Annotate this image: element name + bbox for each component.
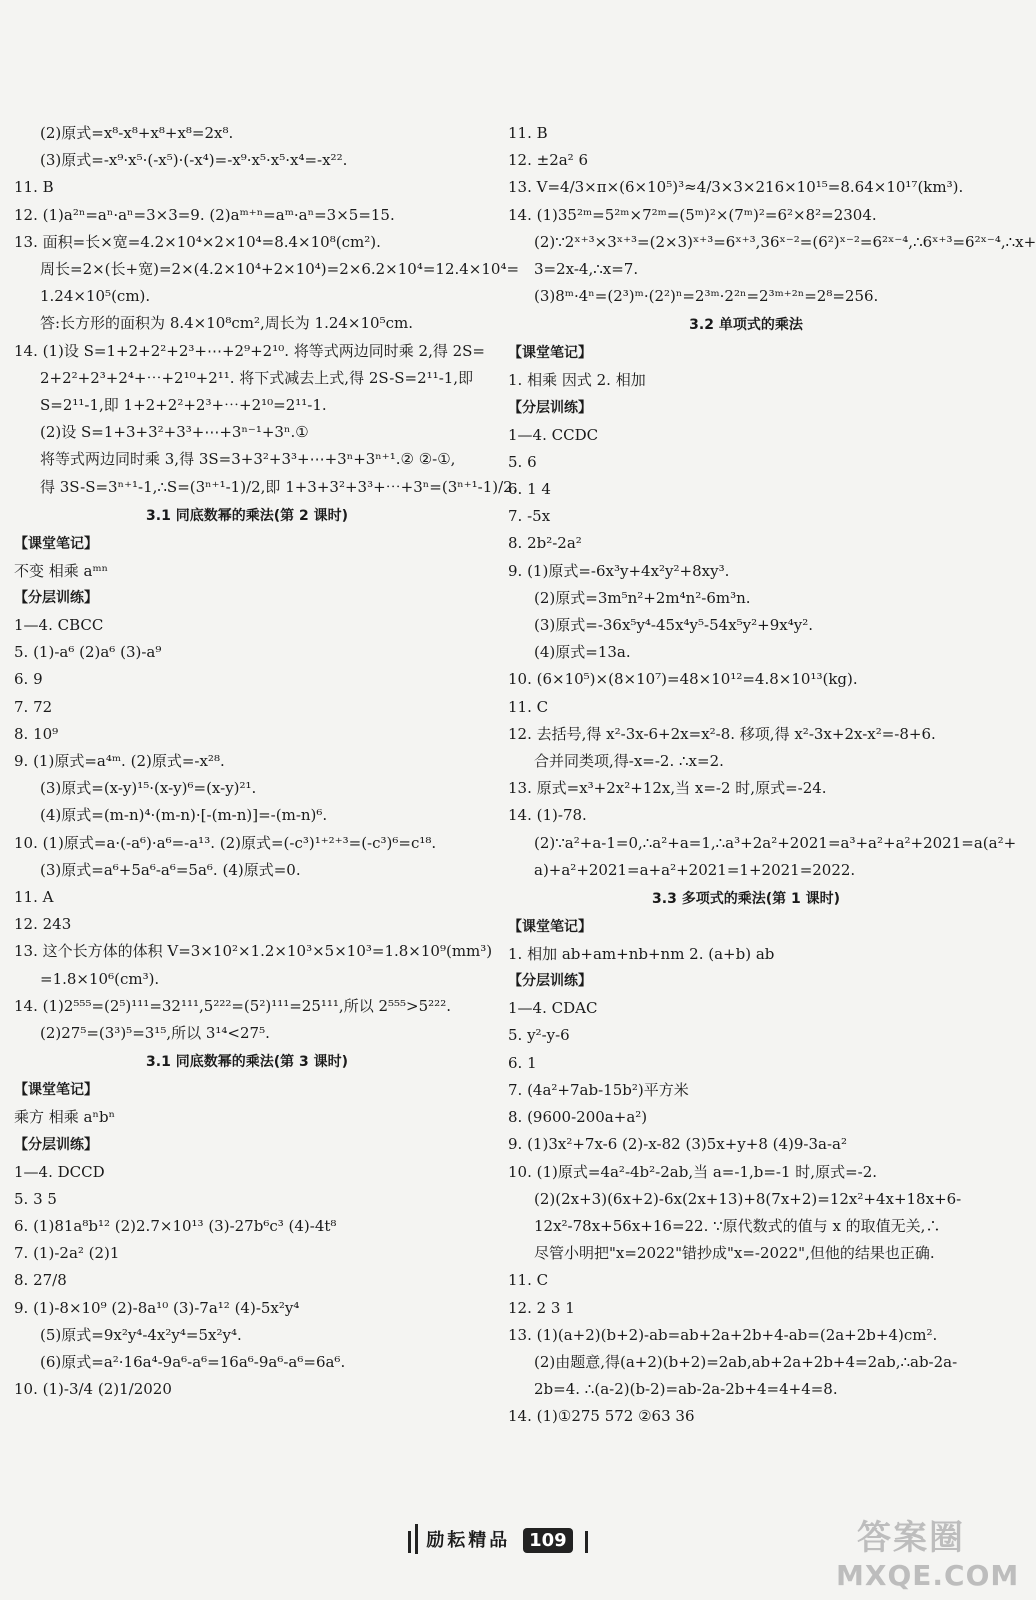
- answer-line: 7. -5x: [508, 507, 551, 526]
- footer-brand: 励耘精品: [415, 1524, 518, 1554]
- answer-line: =1.8×10⁶(cm³).: [40, 969, 160, 988]
- answer-line: (2)27⁵=(3³)⁵=3¹⁵,所以 3¹⁴<27⁵.: [40, 1024, 270, 1043]
- answer-line: 14. (1)设 S=1+2+2²+2³+⋯+2⁹+2¹⁰. 将等式两边同时乘 2,得 2S=: [14, 341, 485, 360]
- section-title: 3.2 单项式的乘法: [689, 317, 803, 334]
- answer-line: 将等式两边同时乘 3,得 3S=3+3²+3³+⋯+3ⁿ+3ⁿ⁺¹.② ②-①,: [40, 450, 456, 469]
- answer-line: 12. ±2a² 6: [508, 151, 589, 170]
- answer-line: 14. (1)-78.: [508, 806, 587, 825]
- section-header: 【分层训练】: [508, 973, 592, 990]
- section-header: 【课堂笔记】: [508, 345, 592, 362]
- answer-line: 13. 原式=x³+2x²+12x,当 x=-2 时,原式=-24.: [508, 779, 827, 798]
- answer-line: 12. 去括号,得 x²-3x-6+2x=x²-8. 移项,得 x²-3x+2x-x²=-8+6.: [508, 724, 936, 743]
- answer-line: 11. B: [14, 178, 54, 197]
- answer-line: (2)∵2ˣ⁺³×3ˣ⁺³=(2×3)ˣ⁺³=6ˣ⁺³,36ˣ⁻²=(6²)ˣ⁻²=6²ˣ⁻⁴,∴6ˣ⁺³=6²ˣ⁻⁴,∴x+: [534, 232, 1036, 251]
- answer-line: 13. 面积=长×宽=4.2×10⁴×2×10⁴=8.4×10⁸(cm²).: [14, 232, 381, 251]
- answer-line: 6. (1)81a⁸b¹² (2)2.7×10¹³ (3)-27b⁶c³ (4)-4t⁸: [14, 1216, 337, 1235]
- answer-line: 10. (6×10⁵)×(8×10⁷)=48×10¹²=4.8×10¹³(kg).: [508, 670, 858, 689]
- answer-line: (3)原式=-36x⁵y⁴-45x⁴y⁵-54x⁵y²+9x⁴y².: [534, 616, 814, 635]
- footer-bar-right: [585, 1531, 588, 1553]
- answer-line: a)+a²+2021=a+a²+2021=1+2021=2022.: [534, 860, 856, 879]
- answer-line: 6. 9: [14, 670, 43, 689]
- answer-line: 5. 6: [508, 452, 537, 471]
- answer-line: 8. (9600-200a+a²): [508, 1108, 648, 1127]
- answer-line: 12. 243: [14, 915, 72, 934]
- answer-line: 12x²-78x+56x+16=22. ∵原代数式的值与 x 的取值无关,∴: [534, 1216, 941, 1235]
- answer-line: 7. 72: [14, 697, 53, 716]
- answer-line: 5. y²-y-6: [508, 1026, 570, 1045]
- answer-line: 14. (1)2⁵⁵⁵=(2⁵)¹¹¹=32¹¹¹,5²²²=(5²)¹¹¹=25¹¹¹,所以 2⁵⁵⁵>5²²².: [14, 996, 451, 1015]
- answer-line: S=2¹¹-1,即 1+2+2²+2³+⋯+2¹⁰=2¹¹-1.: [40, 396, 327, 415]
- answer-line: 周长=2×(长+宽)=2×(4.2×10⁴+2×10⁴)=2×6.2×10⁴=12.4×10⁴=: [40, 260, 520, 279]
- answer-line: 13. (1)(a+2)(b+2)-ab=ab+2a+2b+4-ab=(2a+2b+4)cm².: [508, 1325, 938, 1344]
- answer-line: 1—4. DCCD: [14, 1162, 105, 1181]
- answer-line: 12. (1)a²ⁿ=aⁿ·aⁿ=3×3=9. (2)aᵐ⁺ⁿ=aᵐ·aⁿ=3×5=15.: [14, 205, 395, 224]
- answer-line: 1.24×10⁵(cm).: [40, 287, 151, 306]
- answer-line: 合并同类项,得-x=-2. ∴x=2.: [534, 752, 724, 771]
- answer-line: (3)原式=a⁶+5a⁶-a⁶=5a⁶. (4)原式=0.: [40, 860, 301, 879]
- section-title: 3.1 同底数幂的乘法(第 2 课时): [146, 507, 348, 524]
- answer-line: 2+2²+2³+2⁴+⋯+2¹⁰+2¹¹. 将下式减去上式,得 2S-S=2¹¹-1,即: [40, 368, 474, 387]
- answer-line: 9. (1)-8×10⁹ (2)-8a¹⁰ (3)-7a¹² (4)-5x²y⁴: [14, 1298, 300, 1317]
- answer-line: (2)设 S=1+3+3²+3³+⋯+3ⁿ⁻¹+3ⁿ.①: [40, 423, 309, 442]
- answer-line: 答:长方形的面积为 8.4×10⁸cm²,周长为 1.24×10⁵cm.: [40, 314, 413, 333]
- answer-line: (5)原式=9x²y⁴-4x²y⁴=5x²y⁴.: [40, 1325, 242, 1344]
- answer-line: 11. C: [508, 1271, 549, 1290]
- answer-line: 1. 相加 ab+am+nb+nm 2. (a+b) ab: [508, 945, 775, 964]
- answer-line: 1. 相乘 因式 2. 相加: [508, 371, 646, 390]
- answer-line: 1—4. CCDC: [508, 425, 599, 444]
- answer-line: 得 3S-S=3ⁿ⁺¹-1,∴S=(3ⁿ⁺¹-1)/2,即 1+3+3²+3³+⋯+3ⁿ=(3ⁿ⁺¹-1)/2.: [40, 477, 518, 496]
- watermark-logo: 答案圈: [857, 1518, 965, 1558]
- answer-line: (3)8ᵐ·4ⁿ=(2³)ᵐ·(2²)ⁿ=2³ᵐ·2²ⁿ=2³ᵐ⁺²ⁿ=2⁸=256.: [534, 287, 879, 306]
- answer-line: (2)原式=3m⁵n²+2m⁴n²-6m³n.: [534, 588, 751, 607]
- answer-line: 8. 2b²-2a²: [508, 534, 582, 553]
- section-header: 【课堂笔记】: [14, 1082, 98, 1099]
- answer-line: 7. (1)-2a² (2)1: [14, 1244, 120, 1263]
- answer-line: (4)原式=13a.: [534, 643, 631, 662]
- answer-line: 9. (1)原式=-6x³y+4x²y²+8xy³.: [508, 561, 730, 580]
- answer-line: (4)原式=(m-n)⁴·(m-n)·[-(m-n)]=-(m-n)⁶.: [40, 806, 328, 825]
- answer-line: (2)(2x+3)(6x+2)-6x(2x+13)+8(7x+2)=12x²+4x+18x+6-: [534, 1189, 962, 1208]
- answer-line: 14. (1)①275 572 ②63 36: [508, 1407, 695, 1426]
- section-header: 【课堂笔记】: [14, 535, 98, 552]
- answer-line: 10. (1)原式=4a²-4b²-2ab,当 a=-1,b=-1 时,原式=-2.: [508, 1162, 878, 1181]
- section-header: 【分层训练】: [508, 399, 592, 416]
- answer-line: (2)由题意,得(a+2)(b+2)=2ab,ab+2a+2b+4=2ab,∴ab-2a-: [534, 1352, 958, 1371]
- answer-line: 6. 1 4: [508, 480, 551, 499]
- right-column: [508, 120, 1036, 1431]
- answer-line: 不变 相乘 aᵐⁿ: [14, 561, 109, 580]
- section-title: 3.3 多项式的乘法(第 1 课时): [652, 891, 840, 908]
- answer-line: 3=2x-4,∴x=7.: [534, 260, 639, 279]
- answer-line: 1—4. CDAC: [508, 999, 598, 1018]
- answer-line: (3)原式=-x⁹·x⁵·(-x⁵)·(-x⁴)=-x⁹·x⁵·x⁵·x⁴=-x²².: [40, 151, 348, 170]
- answer-line: 11. B: [508, 124, 548, 142]
- answer-line: 11. C: [508, 697, 549, 716]
- answer-line: 8. 27/8: [14, 1271, 67, 1290]
- answer-line: 9. (1)3x²+7x-6 (2)-x-82 (3)5x+y+8 (4)9-3a-a²: [508, 1135, 848, 1154]
- answer-line: 8. 10⁹: [14, 724, 59, 743]
- answer-line: (2)∵a²+a-1=0,∴a²+a=1,∴a³+2a²+2021=a³+a²+a²+2021=a(a²+: [534, 833, 1017, 852]
- footer-bar-left: [408, 1531, 411, 1553]
- section-header: 【分层训练】: [14, 1136, 98, 1153]
- section-header: 【课堂笔记】: [508, 919, 592, 936]
- answer-line: 11. A: [14, 888, 54, 907]
- answer-line: 1—4. CBCC: [14, 616, 104, 635]
- answer-line: 2b=4. ∴(a-2)(b-2)=ab-2a-2b+4=4+4=8.: [534, 1380, 838, 1399]
- answer-line: 10. (1)原式=a·(-a⁶)·a⁶=-a¹³. (2)原式=(-c³)¹⁺²⁺³=(-c³)⁶=c¹⁸.: [14, 833, 437, 852]
- answer-line: 14. (1)35²ᵐ=5²ᵐ×7²ᵐ=(5ᵐ)²×(7ᵐ)²=6²×8²=2304.: [508, 205, 877, 224]
- answer-line: 9. (1)原式=a⁴ᵐ. (2)原式=-x²⁸.: [14, 752, 225, 771]
- left-column: [14, 120, 520, 1403]
- page-number: 109: [523, 1528, 573, 1553]
- answer-line: 12. 2 3 1: [508, 1298, 575, 1317]
- answer-line: 5. 3 5: [14, 1189, 57, 1208]
- section-header: 【分层训练】: [14, 590, 98, 607]
- answer-line: (6)原式=a²·16a⁴-9a⁶-a⁶=16a⁶-9a⁶-a⁶=6a⁶.: [40, 1352, 346, 1371]
- answer-line: 6. 1: [508, 1053, 537, 1072]
- answer-line: 尽管小明把"x=2022"错抄成"x=-2022",但他的结果也正确.: [534, 1244, 935, 1263]
- answer-line: 13. V=4/3×π×(6×10⁵)³≈4/3×3×216×10¹⁵=8.64×10¹⁷(km³).: [508, 178, 964, 197]
- answer-line: 10. (1)-3/4 (2)1/2020: [14, 1380, 172, 1399]
- section-title: 3.1 同底数幂的乘法(第 3 课时): [146, 1054, 348, 1071]
- answer-line: (2)原式=x⁸-x⁸+x⁸+x⁸=2x⁸.: [40, 124, 234, 142]
- watermark-url: MXQE.COM: [836, 1559, 1020, 1592]
- answer-line: 5. (1)-a⁶ (2)a⁶ (3)-a⁹: [14, 643, 162, 662]
- watermark: [836, 1510, 1020, 1592]
- answer-line: 13. 这个长方体的体积 V=3×10²×1.2×10³×5×10³=1.8×10⁹(mm³): [14, 942, 493, 961]
- answer-line: 7. (4a²+7ab-15b²)平方米: [508, 1080, 689, 1099]
- answer-line: (3)原式=(x-y)¹⁵·(x-y)⁶=(x-y)²¹.: [40, 779, 257, 798]
- answer-line: 乘方 相乘 aⁿbⁿ: [14, 1108, 116, 1127]
